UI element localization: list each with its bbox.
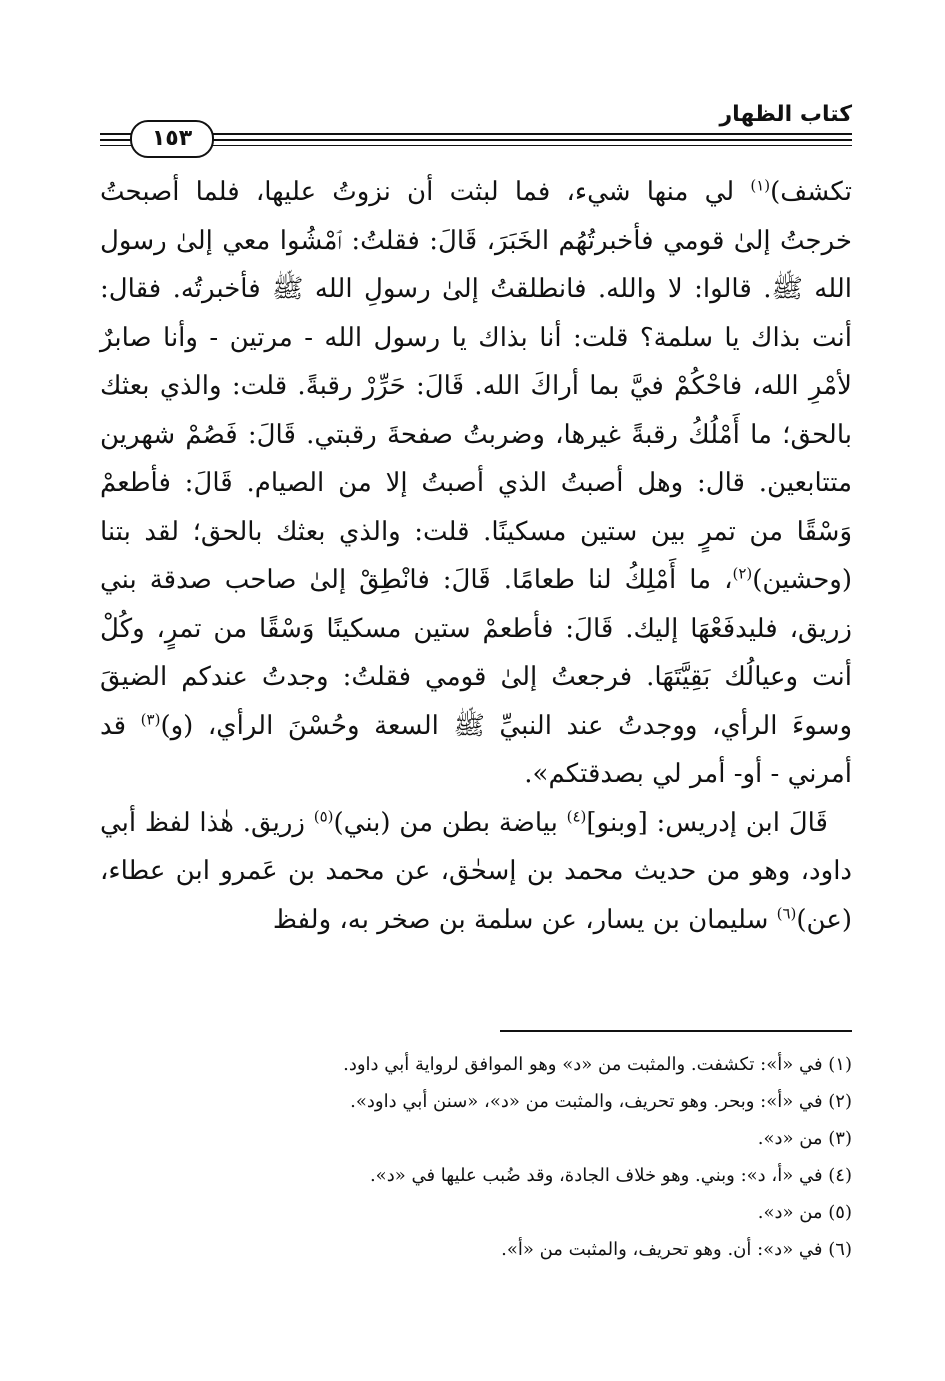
text-run: زريق. هٰذا لفظ أبي داود، وهو من حديث محمد بن إسحٰق، عن محمد بن عَمرو ابن عطاء، (عن) <box>100 807 852 935</box>
footnote: (٢) في «أ»: وبحر. وهو تحريف، والمثبت من «د»، «سنن أبي داود». <box>350 1091 852 1112</box>
footnote: (١) في «أ»: تكشفت. والمثبت من «د» وهو الموافق لرواية أبي داود. <box>343 1054 852 1075</box>
text-run: قَالَ ابن إدريس: [وبنو] <box>586 807 828 838</box>
footnotes <box>100 1046 852 1268</box>
book-title: كتاب الظهار <box>719 102 852 127</box>
footnote-marker: (٦) <box>776 903 797 922</box>
text-run: سليمان بن يسار، عن سلمة بن صخر به، ولفظ <box>272 904 777 935</box>
page-number: ١٥٣ <box>130 120 214 158</box>
footnote: (٥) من «د». <box>757 1202 852 1223</box>
footnote: (٦) في «د»: أن. وهو تحريف، والمثبت من «أ». <box>501 1239 852 1260</box>
footnote: (٤) في «أ، د»: وبني. وهو خلاف الجادة، وقد ضُبب عليها في «د». <box>369 1165 852 1186</box>
text-run: بياضة بطن من (بني) <box>333 807 567 838</box>
main-text <box>100 168 852 944</box>
footnote-separator <box>500 1030 852 1032</box>
text-run: تكشف) <box>770 177 852 207</box>
footnote-marker: (٢) <box>732 564 753 583</box>
text-run: قد أمرني - أو- أمر لي بصدقتكم». <box>100 710 852 789</box>
text-run: لي منها شيء، فما لبثت أن نزوتُ عليها، فلما أصبحتُ خرجتُ إلىٰ قومي فأخبرتُهُم الخَبَرَ، قَالَ: فقلتُ: ٱمْشُوا معي إلىٰ رسول الله ﷺ. قالوا: لا والله. فانطلقتُ إلىٰ رسولِ الله ﷺ فأخبرتُه. فقال: أنت بذاك يا سلمة؟ قلت: أنا بذاك يا رسول الله - مرتين - وأنا صابرٌ لأمْرِ الله، فاحْكُمْ فيَّ بما أراكَ الله. قَالَ: حَرِّرْ رقبةً. قلت: والذي بعثك بالحق؛ ما أَمْلُكُ رقبةً غيرها، وضربتُ صفحةَ رقبتي. قَالَ: فَصُمْ شهرين متتابعين. قال: وهل أصبتُ الذي أصبتُ إلا من الصيام. قَالَ: فأطعمْ وَسْقًا من تمرٍ بين ستين مسكينًا. قلت: والذي بعثك بالحق؛ لقد بتنا (وحشين) <box>100 177 852 595</box>
footnote-marker: (٤) <box>566 806 587 825</box>
footnote-marker: (٣) <box>140 709 161 728</box>
paragraph <box>100 168 852 799</box>
footnote-marker: (١) <box>750 176 771 195</box>
footnote: (٣) من «د». <box>757 1128 852 1149</box>
text-run: ، ما أَمْلِكُ لنا طعامًا. قَالَ: فانْطِقْ إلىٰ صاحب صدقة بني زريق، فليدفَعْهَا إليك. قَالَ: فأطعمْ ستين مسكينًا وَسْقًا من تمرٍ، وكُلْ أنت وعيالُك بَقِيَّتَهَا. فرجعتُ إلىٰ قومي فقلتُ: وجدتُ عندكم الضيقَ وسوءَ الرأي، ووجدتُ عند النبيِّ ﷺ السعة وحُسْنَ الرأي، (و) <box>100 565 852 741</box>
paragraph <box>100 799 852 945</box>
page-header <box>100 100 852 160</box>
footnote-marker: (٥) <box>313 806 334 825</box>
